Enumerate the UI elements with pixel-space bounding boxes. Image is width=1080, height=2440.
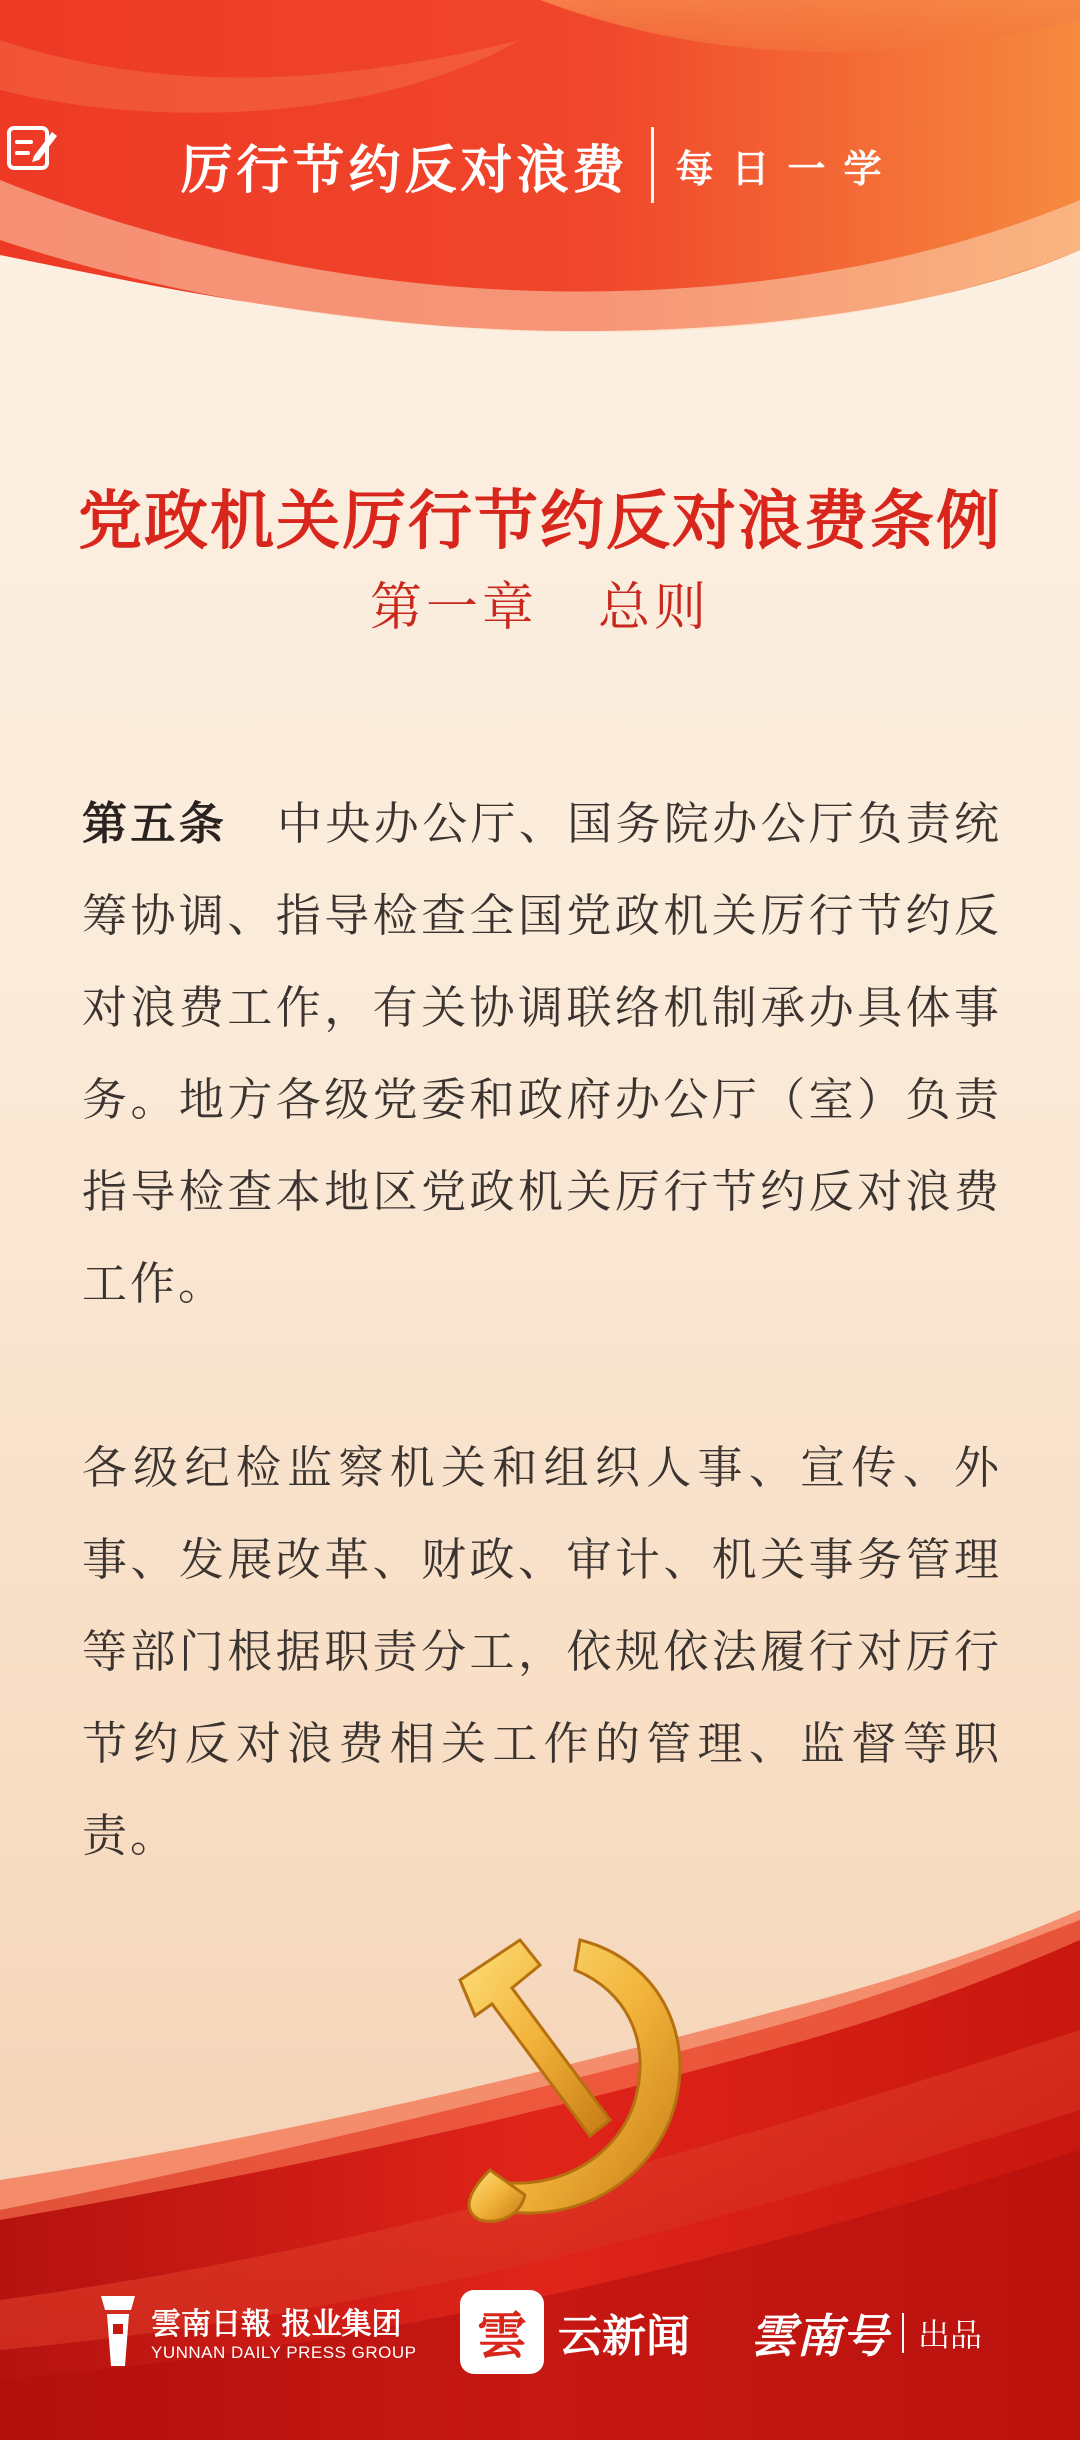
footer-divider bbox=[902, 2313, 904, 2353]
yunnanhao-name: 雲南号 bbox=[750, 2309, 888, 2363]
yunnan-daily-en: YUNNAN DAILY PRESS GROUP bbox=[151, 2343, 417, 2362]
footer bbox=[0, 2280, 1080, 2380]
yunxinwen-name: 云新闻 bbox=[558, 2311, 690, 2362]
yunnan-daily-cn: 雲南日報 报业集团 bbox=[151, 2307, 402, 2342]
article-body bbox=[82, 778, 1002, 1882]
header-divider bbox=[651, 127, 654, 203]
yunxinwen-app-icon bbox=[460, 2290, 544, 2374]
article-paragraph-1-text: 中央办公厅、国务院办公厅负责统筹协调、指导检查全国党政机关厉行节约反对浪费工作，有关协调联络机制承办具体事务。地方各级党委和政府办公厅（室）负责指导检查本地区党政机关厉行节约反对浪费工作。 bbox=[82, 797, 1002, 1310]
header-title: 厉行节约反对浪费 bbox=[180, 139, 629, 201]
tower-icon bbox=[95, 2290, 141, 2372]
article-label: 第五条 bbox=[82, 797, 228, 850]
produced-by: 出品 bbox=[918, 2316, 983, 2354]
page-title: 党政机关厉行节约反对浪费条例 bbox=[78, 484, 1002, 559]
chapter-title: 总则 bbox=[598, 578, 711, 638]
yunxinwen-logo bbox=[460, 2290, 690, 2374]
article-paragraph-1 bbox=[82, 778, 1002, 1330]
header-subtitle: 每日一学 bbox=[675, 145, 900, 191]
article-paragraph-2: 各级纪检监察机关和组织人事、宣传、外事、发展改革、财政、审计、机关事务管理等部门根据职责分工，依规依法履行对厉行节约反对浪费相关工作的管理、监督等职责。 bbox=[82, 1441, 1002, 1862]
yunnan-daily-logo bbox=[95, 2290, 417, 2372]
top-banner bbox=[0, 0, 1080, 340]
pencil-note-icon bbox=[4, 120, 60, 176]
yunxinwen-badge-char: 雲 bbox=[477, 2306, 527, 2365]
yunnanhao-logo bbox=[750, 2300, 982, 2366]
chapter-heading bbox=[0, 565, 1080, 640]
header-row bbox=[0, 120, 1080, 210]
chapter-number: 第一章 bbox=[369, 578, 538, 638]
